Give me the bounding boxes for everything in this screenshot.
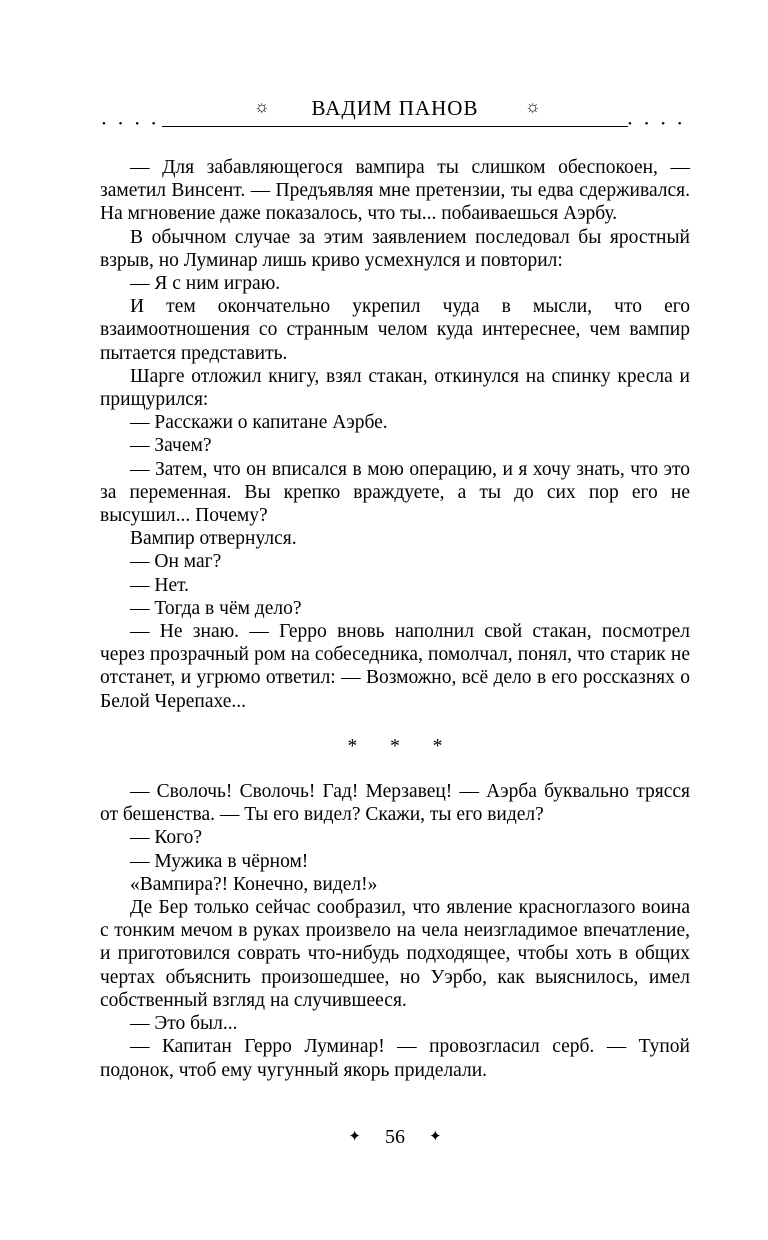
page-number: 56: [385, 1126, 405, 1148]
body-text: [100, 156, 690, 1082]
paragraph: — Капитан Герро Луминар! — провозгласил серб. — Тупой подонок, чтоб ему чугунный якорь приделали.: [100, 1036, 690, 1081]
paragraph: — Расскажи о капитане Аэрбе.: [130, 412, 388, 434]
paragraph: — Зачем?: [130, 435, 212, 457]
running-header: [100, 92, 690, 132]
spacer: [100, 713, 690, 735]
paragraph: — Затем, что он вписался в мою операцию, и я хочу знать, что это за переменная. Вы крепко враждуете, а ты до сих пор его не высушил... Почему?: [100, 458, 690, 527]
header-title: ВАДИМ ПАНОВ: [311, 96, 479, 120]
paragraph: Вампир отвернулся.: [130, 528, 297, 550]
paragraph: Де Бер только сейчас сообразил, что явление красноглазого воина с тонким мечом в руках произвело на чела неизгладимое впечатление, и приготовился соврать что-нибудь подходящее, чтобы хоть в общих чертах объяснить произошедшее, но Уэрбо, как выяснилось, имел собственный взгляд на случившееся.: [100, 897, 690, 1011]
paragraph: — Сволочь! Сволочь! Гад! Мерзавец! — Аэрба буквально трясся от бешенства. — Ты его видел? Скажи, ты его видел?: [100, 781, 690, 826]
spacer: [100, 758, 690, 780]
paragraph: — Не знаю. — Герро вновь наполнил свой стакан, посмотрел через прозрачный ром на собеседника, помолчал, понял, что старик не отстанет, и угрюмо ответил: — Возможно, всё дело в его россказнях о Белой Черепахе...: [100, 621, 690, 712]
paragraph: — Я с ним играю.: [130, 273, 281, 295]
paragraph: — Для забавляющегося вампира ты слишком обеспокоен, — заметил Винсент. — Предъявляя мне претензии, ты едва сдерживался. На мгновение даже показалось, что ты... побаиваешься Аэрбу.: [100, 157, 690, 225]
paragraph: — Он маг?: [130, 551, 222, 573]
sun-ornament-icon: ☼: [254, 97, 270, 116]
rule-dots-right: • • • •: [628, 118, 687, 130]
paragraph: — Нет.: [130, 574, 190, 596]
rule-dots-left: • • • •: [102, 118, 161, 130]
diamond-ornament-icon: ✦: [348, 1129, 361, 1145]
paragraph: — Тогда в чём дело?: [130, 597, 302, 619]
paragraph: — Это был...: [130, 1013, 238, 1035]
paragraph: «Вампира?! Конечно, видел!»: [130, 873, 378, 895]
sun-ornament-icon: ☼: [525, 97, 541, 116]
paragraph: — Мужика в чёрном!: [130, 850, 309, 872]
paragraph: Шарге отложил книгу, взял стакан, откинулся на спинку кресла и прищурился:: [100, 365, 690, 411]
section-separator: * * *: [347, 735, 457, 757]
paragraph: — Кого?: [130, 827, 203, 849]
diamond-ornament-icon: ✦: [429, 1129, 442, 1145]
paragraph: И тем окончательно укрепил чуда в мысли, что его взаимоотношения со странным челом куда интереснее, чем вампир пытается представить.: [100, 296, 690, 364]
header-rule: [162, 126, 628, 127]
page-footer: [100, 1126, 690, 1149]
paragraph: В обычном случае за этим заявлением последовал бы яростный взрыв, но Луминар лишь криво усмехнулся и повторил:: [100, 226, 690, 271]
